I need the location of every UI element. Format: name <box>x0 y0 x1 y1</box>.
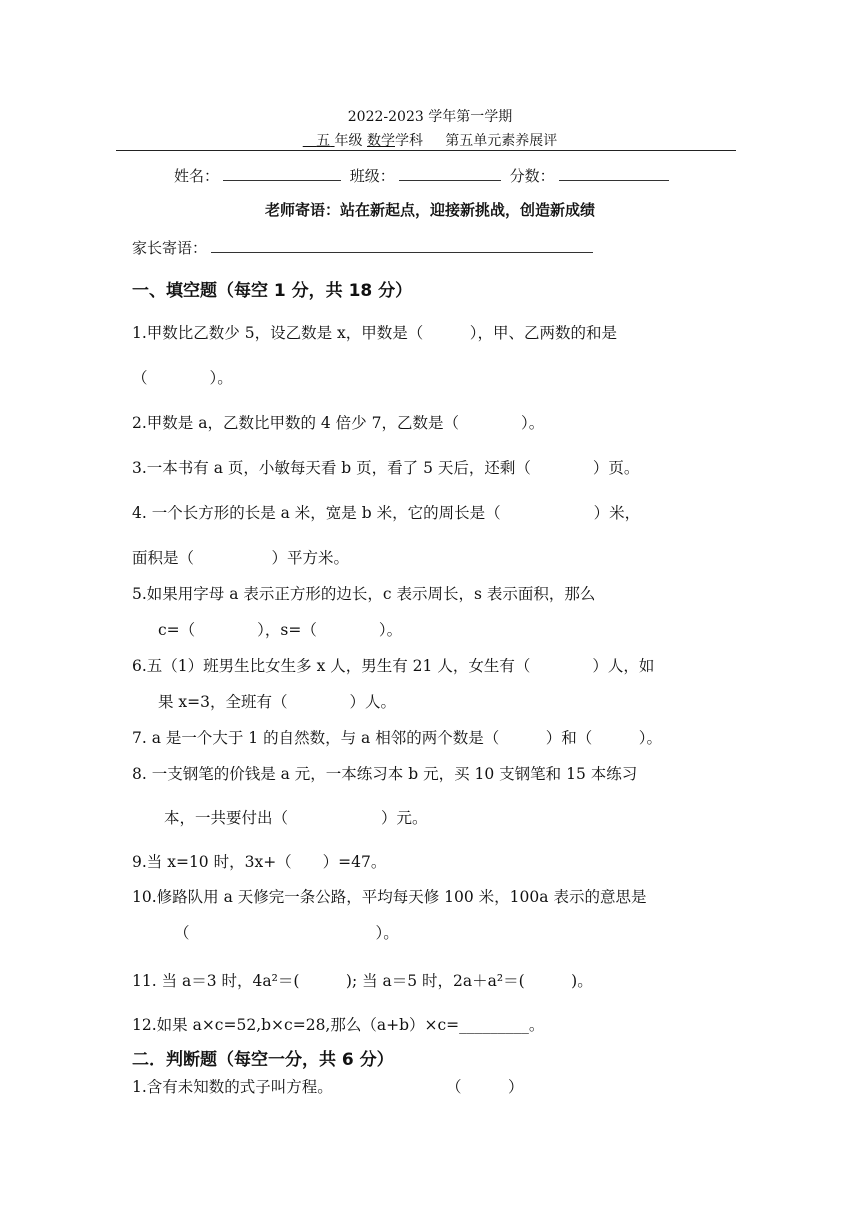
question-11: 11. 当 a＝3 时，4a²＝( ); 当 a＝5 时，2a＋a²＝( )。 <box>132 972 593 990</box>
judge-answer-box-1[interactable]: （ ） <box>446 1078 524 1096</box>
score-field[interactable] <box>559 164 669 181</box>
class-field[interactable] <box>399 164 501 181</box>
teacher-motto: 老师寄语：站在新起点，迎接新挑战，创造新成绩 <box>264 201 595 219</box>
question-12: 12.如果 a×c=52,b×c=28,那么（a+b）×c=_________。 <box>132 1016 545 1034</box>
question-8-line1: 8. 一支钢笔的价钱是 a 元，一本练习本 b 元，买 10 支钢笔和 15 本练习 <box>132 765 638 783</box>
unit-title: 第五单元素养展评 <box>445 133 558 149</box>
header-divider <box>116 150 736 151</box>
question-5-line1: 5.如果用字母 a 表示正方形的边长，c 表示周长，s 表示面积，那么 <box>132 585 596 603</box>
question-4-line1: 4. 一个长方形的长是 a 米，宽是 b 米，它的周长是（ ）米， <box>132 504 641 522</box>
question-10-line2: （ ）。 <box>174 924 399 942</box>
grade-suffix: 年级 <box>334 133 363 149</box>
subject-value: 数学 <box>367 133 395 149</box>
parent-label: 家长寄语： <box>132 239 208 257</box>
question-6-line2: 果 x=3，全班有（ ）人。 <box>158 693 397 711</box>
grade-value: 五 <box>316 133 331 149</box>
question-4-line2: 面积是（ ）平方米。 <box>132 549 350 567</box>
name-label: 姓名： <box>174 167 220 185</box>
question-7: 7. a 是一个大于 1 的自然数，与 a 相邻的两个数是（ ）和（ ）。 <box>132 729 662 747</box>
question-2: 2.甲数是 a，乙数比甲数的 4 倍少 7，乙数是（ ）。 <box>132 414 545 432</box>
question-3: 3.一本书有 a 页，小敏每天看 b 页，看了 5 天后，还剩（ ）页。 <box>132 459 640 477</box>
parent-message <box>132 236 597 258</box>
exam-title <box>0 130 860 150</box>
question-9: 9.当 x=10 时，3x+（ ）=47。 <box>132 853 387 871</box>
question-10-line1: 10.修路队用 a 天修完一条公路，平均每天修 100 米，100a 表示的意思是 <box>132 888 647 906</box>
score-label: 分数： <box>509 167 555 185</box>
question-8-line2: 本，一共要付出（ ）元。 <box>164 809 428 827</box>
class-label: 班级： <box>349 167 395 185</box>
student-info <box>174 164 673 186</box>
section2-title: 二．判断题（每空一分，共 6 分） <box>132 1050 394 1070</box>
parent-message-field[interactable] <box>211 236 593 253</box>
exam-term: 2022-2023 学年第一学期 <box>347 109 513 125</box>
question-6-line1: 6.五（1）班男生比女生多 x 人，男生有 21 人，女生有（ ）人，如 <box>132 657 655 675</box>
name-field[interactable] <box>223 164 341 181</box>
question-1-line2: （ ）。 <box>132 369 233 387</box>
question-5-line2: c=（ ），s=（ ）。 <box>158 621 403 639</box>
subject-suffix: 学科 <box>395 133 423 149</box>
section1-title: 一、填空题（每空 1 分，共 18 分） <box>132 281 413 301</box>
judge-question-1: 1.含有未知数的式子叫方程。 <box>132 1078 333 1096</box>
question-1-line1: 1.甲数比乙数少 5，设乙数是 x，甲数是（ ），甲、乙两数的和是 <box>132 324 617 342</box>
